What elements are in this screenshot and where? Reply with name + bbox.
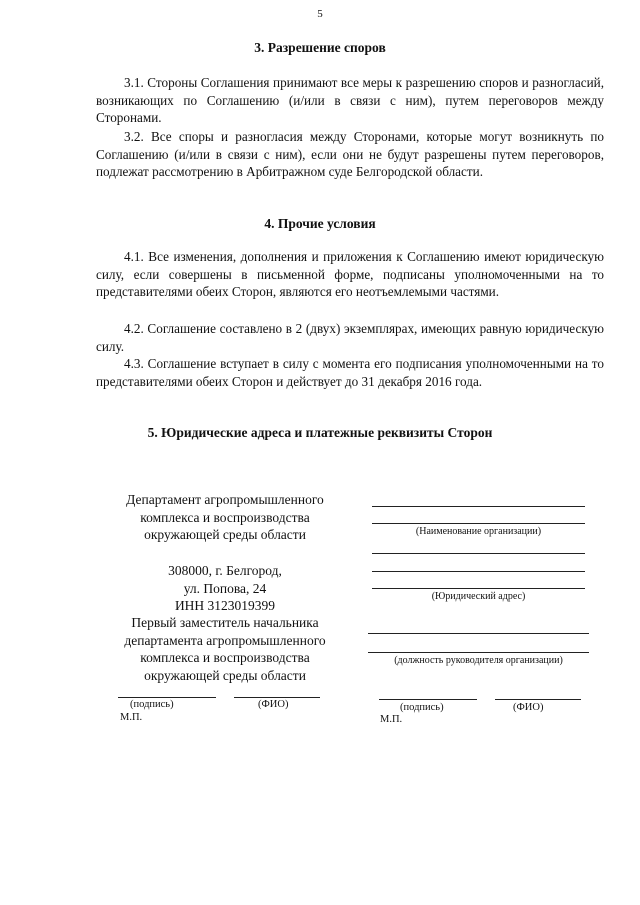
section-3-title: 3. Разрешение споров	[254, 40, 386, 55]
right-address-caption: (Юридический адрес)	[431, 591, 526, 602]
left-org-line: Департамент агропромышленного	[126, 492, 324, 507]
right-position-line-1	[368, 633, 589, 634]
clause-3-2: 3.2. Все споры и разногласия между Сторонами, которые могут возникнуть по Соглашению (и/или в связи с ним), если они не будут разрешены путем переговоров, подлежат рассмотрению в Арбитражном суде Белгородской области.	[96, 129, 604, 179]
left-address-line: ул. Попова, 24	[183, 580, 267, 596]
left-address	[100, 562, 350, 615]
left-org-line: комплекса и воспроизводства	[140, 509, 310, 525]
page-number: 5	[317, 8, 323, 20]
left-org-name	[100, 491, 350, 544]
right-org-caption: (Наименование организации)	[415, 526, 542, 537]
right-address-line-1	[372, 553, 585, 554]
left-address-line: 308000, г. Белгород,	[168, 563, 282, 578]
right-name-label: (ФИО)	[513, 702, 544, 713]
clause-4-1: 4.1. Все изменения, дополнения и приложения к Соглашению имеют юридическую силу, если совершены в письменной форме, подписаны уполномоченными на то представителями обеих Сторон, являются его неотъемлемыми частями.	[96, 249, 604, 299]
right-stamp-label: М.П.	[380, 714, 403, 725]
right-address-line-2	[372, 571, 585, 572]
clause-3-1: 3.1. Стороны Соглашения принимают все меры к разрешению споров и разногласий, возникающих по Соглашению (и/или в связи с ним), путем переговоров между Сторонами.	[96, 75, 604, 125]
right-org-line-2	[372, 523, 585, 524]
section-5-title: 5. Юридические адреса и платежные реквизиты Сторон	[147, 425, 493, 440]
left-position-line: окружающей среды области	[144, 667, 306, 683]
left-position	[100, 614, 350, 684]
right-position-line-2	[368, 652, 589, 653]
right-name-line	[495, 699, 581, 700]
left-signature-label: (подпись)	[130, 699, 174, 710]
left-signature-line	[118, 697, 216, 698]
left-org-line: окружающей среды области	[144, 527, 306, 542]
right-org-line-1	[372, 506, 585, 507]
clause-4-2: 4.2. Соглашение составлено в 2 (двух) экземплярах, имеющих равную юридическую силу.	[96, 321, 604, 354]
right-address-line-3	[372, 588, 585, 589]
right-signature-label: (подпись)	[400, 702, 444, 713]
right-position-caption: (должность руководителя организации)	[394, 655, 563, 666]
clause-4-3: 4.3. Соглашение вступает в силу с момента его подписания уполномоченными на то представителями обеих Сторон и действует до 31 декабря 2016 года.	[96, 356, 604, 389]
left-position-line: Первый заместитель начальника	[131, 615, 319, 630]
section-4-title: 4. Прочие условия	[264, 216, 376, 231]
left-position-line: департамента агропромышленного	[124, 632, 326, 648]
left-position-line: комплекса и воспроизводства	[140, 650, 310, 665]
left-name-line	[234, 697, 320, 698]
right-signature-line	[379, 699, 477, 700]
left-stamp-label: М.П.	[120, 712, 143, 723]
left-address-line: ИНН 3123019399	[174, 598, 276, 613]
left-name-label: (ФИО)	[258, 699, 289, 710]
